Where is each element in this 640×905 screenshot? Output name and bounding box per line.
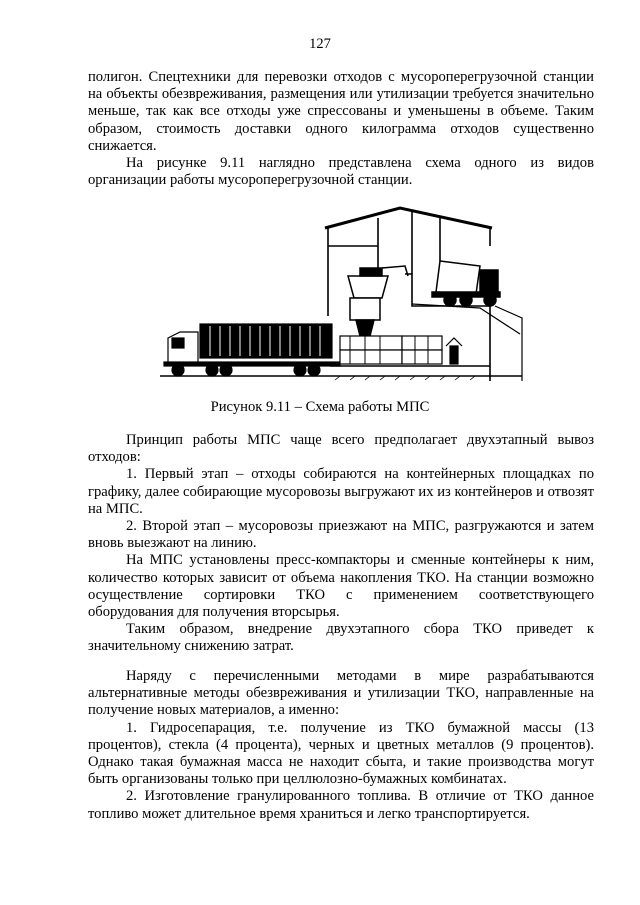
intro-paragraph-1: полигон. Спецтехники для перевозки отходов с мусороперегрузочной станции на объекты обезвреживания, размещения или утилизации требуется значительно меньше, так как все отходы уже спрессованы и уменьшены в объеме. Таким образом, стоимость доставки одного килограмма отходов существенно снижается. — [88, 69, 594, 154]
mps-scheme-figure — [150, 206, 530, 386]
methods-paragraph-2: 1. Гидросепарация, т.е. получение из ТКО бумажной массы (13 процентов), стекла (4 процента), черных и цветных металлов (9 процентов). Однако такая бумажная масса не находит сбыта, и такие производства могут быть организованы только при целлюлозно-бумажных комбинатах. — [88, 719, 594, 788]
stacked-containers — [340, 336, 462, 364]
body-paragraph-2: 1. Первый этап – отходы собираются на контейнерных площадках по графику, далее собирающие мусоровозы выгружают их из контейнеров и отвозят на МПС. — [88, 466, 594, 517]
methods-text — [88, 668, 594, 823]
figure-caption: Рисунок 9.11 – Схема работы МПС — [210, 399, 430, 415]
body-paragraph-3: 2. Второй этап – мусоровозы приезжают на МПС, разгружаются и затем вновь выезжают на линию. — [88, 518, 594, 552]
intro-text — [88, 69, 594, 189]
body-text — [88, 432, 594, 656]
body-paragraph-1: Принцип работы МПС чаще всего предполагает двухэтапный вывоз отходов: — [88, 432, 594, 466]
body-paragraph-4: На МПС установлены пресс-компакторы и сменные контейнеры к ним, количество которых зависит от объема накопления ТКО. На станции возможно осуществление сортировки ТКО с применением соответствующего оборудования для получения вторсырья. — [88, 552, 594, 621]
intro-paragraph-2: На рисунке 9.11 наглядно представлена схема одного из видов организации работы мусороперегрузочной станции. — [88, 155, 594, 189]
mps-scheme-drawing — [150, 206, 530, 386]
page-number: 127 — [309, 36, 331, 52]
upper-truck — [432, 261, 500, 306]
body-paragraph-5: Таким образом, внедрение двухэтапного сбора ТКО приведет к значительному снижению затрат. — [88, 621, 594, 655]
methods-paragraph-1: Наряду с перечисленными методами в мире разрабатываются альтернативные методы обезвреживания и утилизации ТКО, направленные на получение новых материалов, а именно: — [88, 668, 594, 719]
container-trailer — [164, 324, 340, 376]
methods-paragraph-3: 2. Изготовление гранулированного топлива. В отличие от ТКО данное топливо может длительное время храниться и легко транспортируется. — [88, 788, 594, 822]
